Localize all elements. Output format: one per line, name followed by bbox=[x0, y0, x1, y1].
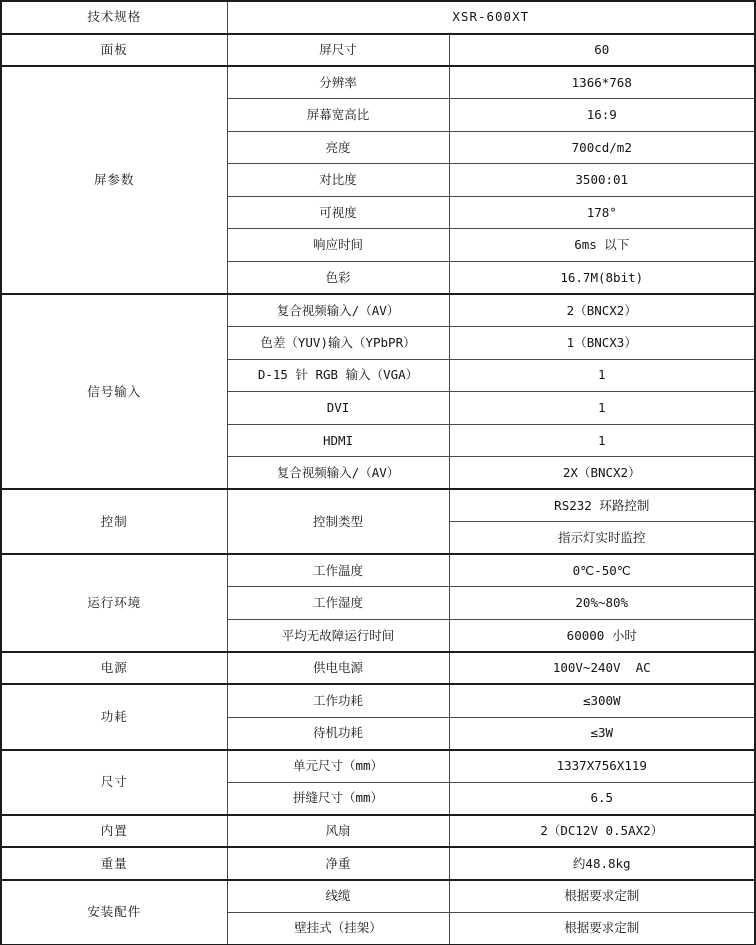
spec-label-cell: 线缆 bbox=[227, 880, 449, 913]
spec-label-cell: 响应时间 bbox=[227, 229, 449, 262]
spec-value-cell: 60 bbox=[449, 34, 755, 67]
spec-value-cell: 2X（BNCX2） bbox=[449, 457, 755, 490]
spec-value-cell: 60000 小时 bbox=[449, 619, 755, 652]
spec-value-cell: 6ms 以下 bbox=[449, 229, 755, 262]
spec-label-cell: 屏幕宽高比 bbox=[227, 99, 449, 132]
table-row bbox=[1, 554, 755, 587]
table-row bbox=[1, 684, 755, 717]
spec-label-cell: 控制类型 bbox=[227, 489, 449, 554]
spec-value-cell: ≤3W bbox=[449, 717, 755, 750]
table-row bbox=[1, 815, 755, 848]
spec-label-cell: D-15 针 RGB 输入（VGA） bbox=[227, 359, 449, 392]
table-row bbox=[1, 750, 755, 783]
spec-value-cell: 1 bbox=[449, 424, 755, 457]
spec-header-cell: 技术规格 bbox=[1, 1, 227, 34]
spec-value-cell: 16:9 bbox=[449, 99, 755, 132]
spec-value-cell: 100V~240V AC bbox=[449, 652, 755, 685]
model-header-cell: XSR-600XT bbox=[227, 1, 755, 34]
section-name-cell: 运行环境 bbox=[1, 554, 227, 652]
spec-label-cell: 工作湿度 bbox=[227, 587, 449, 620]
spec-value-cell: 指示灯实时监控 bbox=[449, 522, 755, 555]
spec-value-cell: RS232 环路控制 bbox=[449, 489, 755, 522]
table-row bbox=[1, 489, 755, 522]
spec-table-body bbox=[1, 34, 755, 945]
spec-value-cell: 0℃-50℃ bbox=[449, 554, 755, 587]
spec-label-cell: 复合视频输入/（AV） bbox=[227, 457, 449, 490]
spec-value-cell: 20%~80% bbox=[449, 587, 755, 620]
spec-label-cell: 分辨率 bbox=[227, 66, 449, 99]
spec-label-cell: 色差（YUV)输入（YPbPR） bbox=[227, 326, 449, 359]
section-name-cell: 安装配件 bbox=[1, 880, 227, 945]
spec-label-cell: 风扇 bbox=[227, 815, 449, 848]
spec-label-cell: 拼缝尺寸（mm） bbox=[227, 782, 449, 815]
spec-value-cell: 根据要求定制 bbox=[449, 912, 755, 945]
spec-value-cell: 1（BNCX3） bbox=[449, 326, 755, 359]
spec-label-cell: 供电电源 bbox=[227, 652, 449, 685]
spec-value-cell: 约48.8kg bbox=[449, 847, 755, 880]
section-name-cell: 重量 bbox=[1, 847, 227, 880]
table-row bbox=[1, 34, 755, 67]
section-name-cell: 面板 bbox=[1, 34, 227, 67]
spec-value-cell: 1 bbox=[449, 359, 755, 392]
section-name-cell: 功耗 bbox=[1, 684, 227, 749]
table-row bbox=[1, 847, 755, 880]
table-row bbox=[1, 294, 755, 327]
section-name-cell: 内置 bbox=[1, 815, 227, 848]
spec-label-cell: 色彩 bbox=[227, 261, 449, 294]
spec-label-cell: 屏尺寸 bbox=[227, 34, 449, 67]
spec-label-cell: 净重 bbox=[227, 847, 449, 880]
section-name-cell: 屏参数 bbox=[1, 66, 227, 294]
section-name-cell: 电源 bbox=[1, 652, 227, 685]
table-row bbox=[1, 66, 755, 99]
spec-label-cell: DVI bbox=[227, 392, 449, 425]
spec-value-cell: 178° bbox=[449, 196, 755, 229]
spec-value-cell: ≤300W bbox=[449, 684, 755, 717]
section-name-cell: 尺寸 bbox=[1, 750, 227, 815]
spec-label-cell: 待机功耗 bbox=[227, 717, 449, 750]
spec-label-cell: 复合视频输入/（AV） bbox=[227, 294, 449, 327]
section-name-cell: 信号输入 bbox=[1, 294, 227, 489]
table-row bbox=[1, 652, 755, 685]
spec-label-cell: 工作温度 bbox=[227, 554, 449, 587]
spec-value-cell: 1 bbox=[449, 392, 755, 425]
spec-value-cell: 1366*768 bbox=[449, 66, 755, 99]
spec-value-cell: 3500:01 bbox=[449, 164, 755, 197]
spec-value-cell: 700cd/m2 bbox=[449, 131, 755, 164]
spec-label-cell: HDMI bbox=[227, 424, 449, 457]
spec-label-cell: 亮度 bbox=[227, 131, 449, 164]
table-header-row bbox=[1, 1, 755, 34]
section-name-cell: 控制 bbox=[1, 489, 227, 554]
spec-label-cell: 对比度 bbox=[227, 164, 449, 197]
spec-value-cell: 根据要求定制 bbox=[449, 880, 755, 913]
spec-value-cell: 2（DC12V 0.5AX2） bbox=[449, 815, 755, 848]
spec-value-cell: 2（BNCX2） bbox=[449, 294, 755, 327]
spec-value-cell: 16.7M(8bit) bbox=[449, 261, 755, 294]
spec-value-cell: 6.5 bbox=[449, 782, 755, 815]
spec-label-cell: 可视度 bbox=[227, 196, 449, 229]
spec-label-cell: 工作功耗 bbox=[227, 684, 449, 717]
spec-label-cell: 壁挂式（挂架） bbox=[227, 912, 449, 945]
spec-label-cell: 单元尺寸（mm） bbox=[227, 750, 449, 783]
spec-label-cell: 平均无故障运行时间 bbox=[227, 619, 449, 652]
spec-value-cell: 1337X756X119 bbox=[449, 750, 755, 783]
table-row bbox=[1, 880, 755, 913]
